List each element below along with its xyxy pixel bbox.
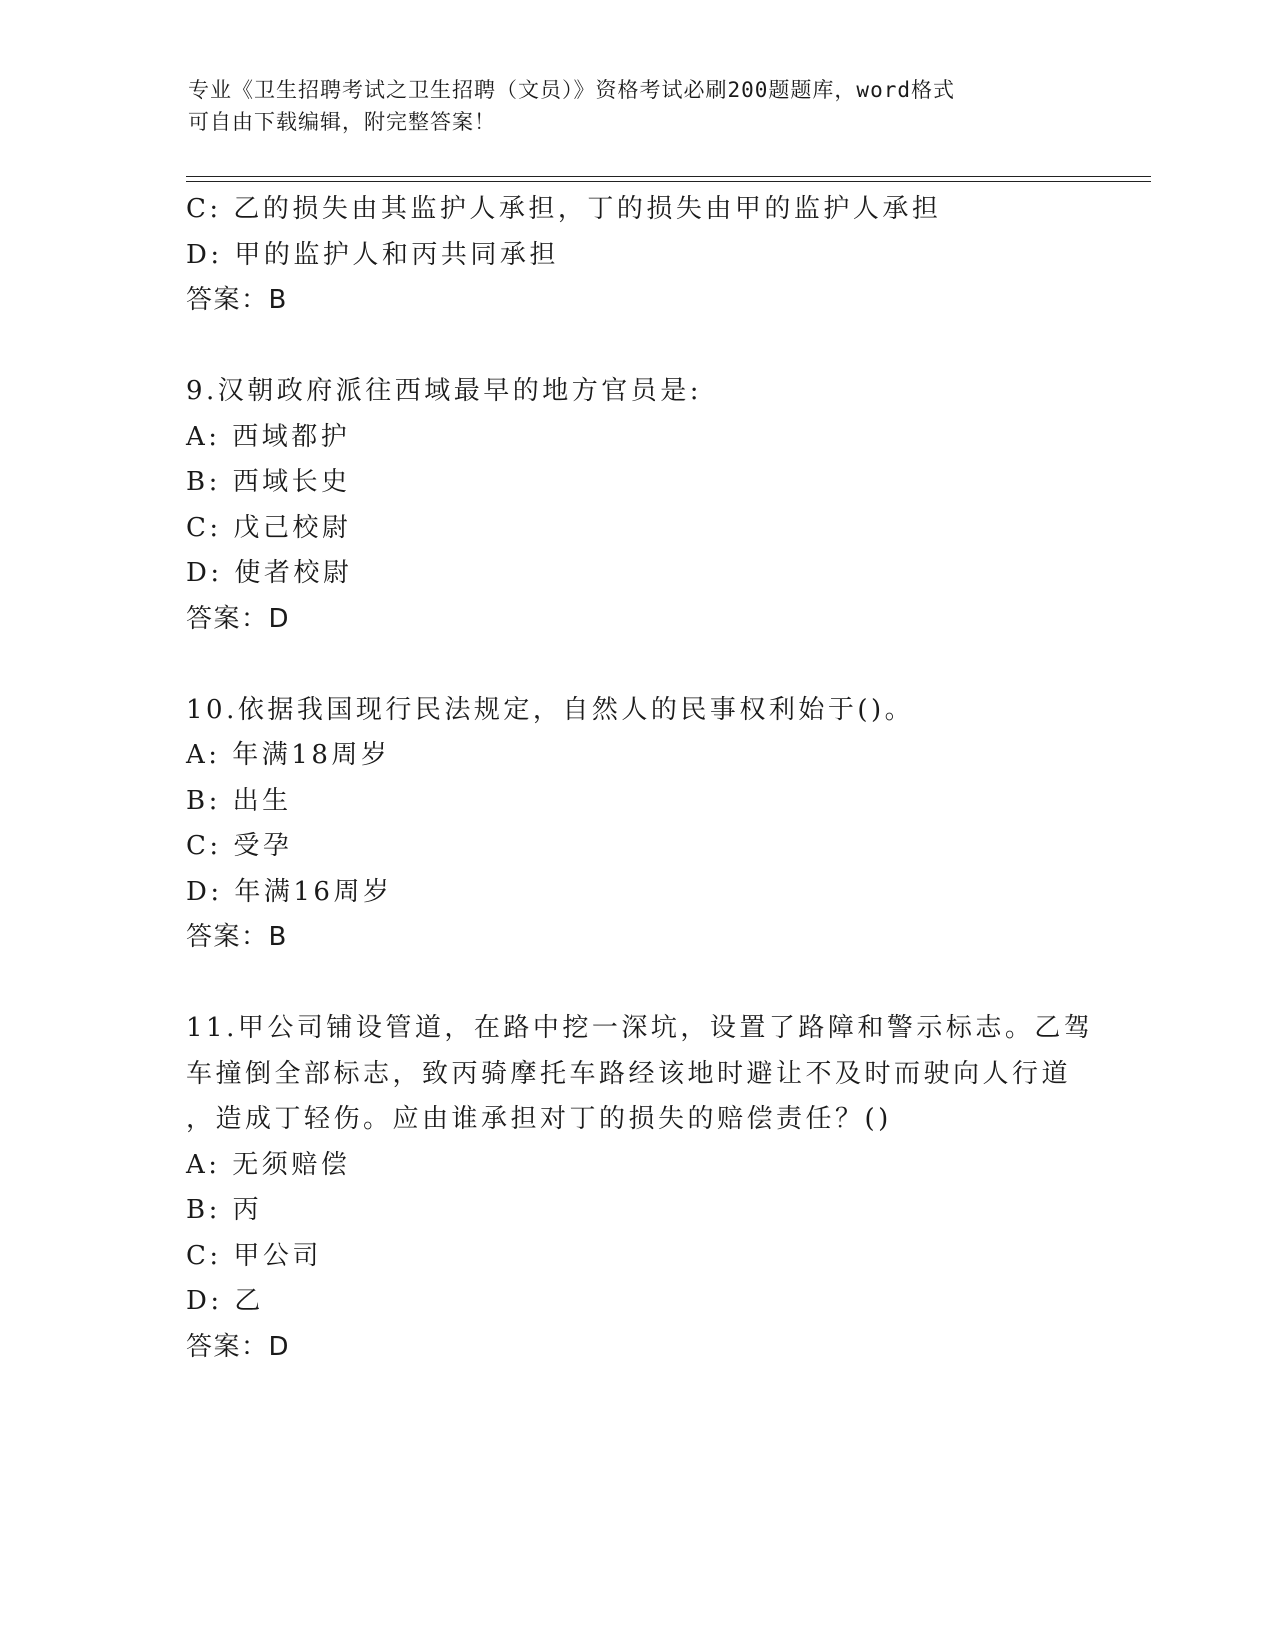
option-b: B: 丙 xyxy=(186,1195,263,1225)
option-b: B: 出生 xyxy=(186,785,292,816)
spacer xyxy=(186,642,1146,688)
question-stem: 10.依据我国现行民法规定，自然人的民事权利始于()。 xyxy=(186,694,915,725)
question-stem-line-2: 车撞倒全部标志，致丙骑摩托车路经该地时避让不及时而驶向人行道 xyxy=(186,1058,1072,1089)
option-a: A: 无须赔偿 xyxy=(186,1149,351,1180)
question-stem-line-1: 11.甲公司铺设管道，在路中挖一深坑，设置了路障和警示标志。乙驾 xyxy=(186,1013,1094,1043)
header-title-line-1: 专业《卫生招聘考试之卫生招聘（文员）》资格考试必刷200题题库，word格式 xyxy=(188,78,955,102)
question-10 xyxy=(186,688,1146,961)
option-a: A: 年满18周岁 xyxy=(186,740,391,770)
answer-line: 答案：B xyxy=(186,922,288,952)
answer-line: 答案：D xyxy=(186,1331,291,1362)
question-9 xyxy=(186,369,1146,642)
question-11 xyxy=(186,1006,1146,1370)
option-b: B: 西域长史 xyxy=(186,467,351,497)
question-content xyxy=(186,187,1146,1370)
option-d: D: 使者校尉 xyxy=(186,558,353,588)
option-a: A: 西域都护 xyxy=(186,421,351,452)
header-divider-top xyxy=(186,176,1151,177)
document-header xyxy=(188,74,1088,138)
spacer xyxy=(186,961,1146,1007)
option-c: C: 甲公司 xyxy=(186,1240,322,1271)
option-c: C: 受孕 xyxy=(186,831,293,861)
header-title-line-2: 可自由下载编辑，附完整答案！ xyxy=(188,110,496,134)
continued-question xyxy=(186,187,1146,324)
header-divider-bottom xyxy=(186,181,1151,182)
question-stem-line-3: ，造成丁轻伤。应由谁承担对丁的损失的赔偿责任？() xyxy=(186,1104,892,1134)
option-c: C: 乙的损失由其监护人承担，丁的损失由甲的监护人承担 xyxy=(186,194,942,224)
question-stem: 9.汉朝政府派往西域最早的地方官员是: xyxy=(186,376,703,406)
option-d: D: 乙 xyxy=(186,1286,264,1316)
answer-line: 答案：D xyxy=(186,603,291,634)
option-d: D: 年满16周岁 xyxy=(186,876,393,907)
option-d: D: 甲的监护人和丙共同承担 xyxy=(186,239,559,270)
spacer xyxy=(186,324,1146,370)
answer-line: 答案：B xyxy=(186,285,288,315)
option-c: C: 戊己校尉 xyxy=(186,512,352,543)
